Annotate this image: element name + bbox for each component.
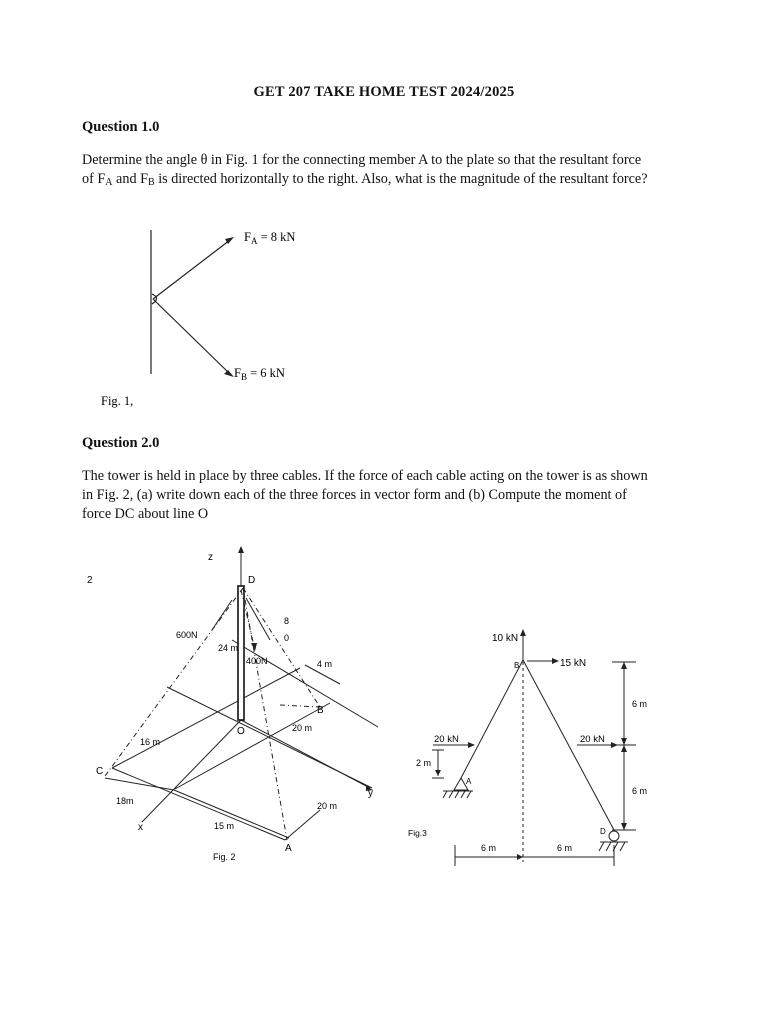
fig-2-caption: Fig. 2	[213, 852, 236, 862]
dim-arrow-2	[621, 738, 627, 745]
dim-20m-a-label: 20 m	[292, 723, 313, 733]
force-20kn-left-label: 20 kN	[434, 734, 459, 745]
stray-number: 2	[87, 575, 93, 586]
dim-6m-lower-label: 6 m	[632, 786, 648, 796]
q2-line-1: The tower is held in place by three cables. If the force of each cable acting on the tower is as shown	[82, 468, 648, 484]
dim-15m-label: 15 m	[214, 821, 235, 831]
point-o-label: O	[237, 726, 245, 737]
dim-6m-right-label: 6 m	[557, 843, 573, 853]
dim-4m-label: 4 m	[317, 659, 333, 669]
force-20l-arrowhead	[468, 742, 475, 748]
force-10-arrowhead	[520, 629, 526, 636]
member-ab	[461, 660, 523, 778]
question-1-heading: Question 1.0	[82, 119, 160, 135]
dim-16m-label: 16 m	[140, 737, 161, 747]
force-20kn-right-label: 20 kN	[580, 734, 605, 745]
force-15kn-label: 15 kN	[560, 658, 587, 669]
q2-line-3: force DC about line O	[82, 506, 209, 522]
force-20r-arrowhead	[611, 742, 618, 748]
dim-arrow-3	[621, 745, 627, 752]
fig-3-caption: Fig.3	[408, 828, 427, 838]
point-d-label: D	[248, 575, 256, 586]
force-10kn-label: 10 kN	[492, 633, 519, 644]
dim-18m-label: 18m	[116, 796, 134, 806]
point-a-label: A	[466, 777, 472, 786]
point-d-label: D	[600, 827, 606, 836]
z-axis-label: z	[208, 552, 213, 563]
force-15-arrowhead	[552, 658, 559, 664]
fig-1-caption: Fig. 1,	[101, 394, 134, 408]
q1-line-1: Determine the angle θ in Fig. 1 for the connecting member A to the plate so that the resultant force	[82, 152, 642, 168]
question-2-heading: Question 2.0	[82, 435, 160, 451]
force-400-label: 400N	[246, 656, 268, 666]
x-axis-label: x	[138, 822, 143, 833]
force-0-label: 0	[284, 633, 290, 643]
dim-2m-arrow	[435, 770, 441, 776]
point-b-label: B	[514, 661, 520, 670]
force-8-label: 8	[284, 616, 290, 626]
dim-6m-left-label: 6 m	[481, 843, 497, 853]
point-a-label: A	[285, 843, 292, 854]
dim-24m-label: 24 m	[218, 643, 239, 653]
dim-arrow-1	[621, 662, 627, 669]
fb-label: $F_B = 6$ kN	[234, 366, 285, 382]
document-title: GET 207 TAKE HOME TEST 2024/2025	[253, 84, 515, 100]
q1-line-2: of $F_A$ and $F_B$ is directed horizontally to the right. Also, what is the magnitude of the resultant force?	[82, 171, 648, 188]
dim-arrow-4	[621, 823, 627, 830]
dim-h-arrow	[517, 854, 523, 860]
dim-20m-b-label: 20 m	[317, 801, 338, 811]
point-c-label: C	[96, 766, 104, 777]
dim-2m-label: 2 m	[416, 758, 432, 768]
y-axis-label: y	[368, 788, 373, 799]
fa-label: $F_A = 8$ kN	[244, 230, 296, 246]
point-b-label: B	[317, 705, 324, 716]
support-d-roller	[609, 831, 619, 841]
dim-6m-upper-label: 6 m	[632, 699, 648, 709]
q2-line-2: in Fig. 2, (a) write down each of the three forces in vector form and (b) Compute the moment of	[82, 487, 627, 503]
force-600-label: 600N	[176, 630, 198, 640]
